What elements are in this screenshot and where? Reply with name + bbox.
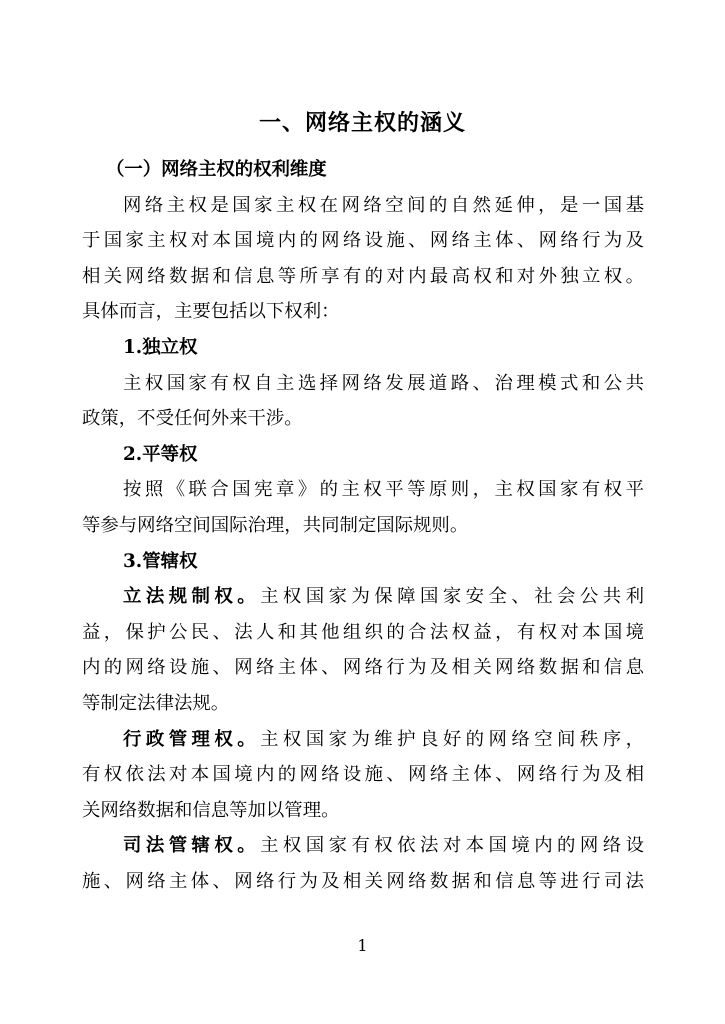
paragraph-line: 相关网络数据和信息等所享有的对内最高权和对外独立权。	[82, 265, 644, 287]
paragraph-line: 施、网络主体、网络行为及相关网络数据和信息等进行司法	[82, 870, 644, 892]
paragraph-line: 关网络数据和信息等加以管理。	[82, 799, 340, 821]
paragraph-text: 主权国家为维护良好的网络空间秩序，	[260, 728, 644, 750]
subitem-lead-legislative: 立法规制权。	[123, 586, 261, 608]
paragraph-line	[82, 579, 644, 615]
paragraph-text: 主权国家为保障国家安全、社会公共利	[260, 586, 644, 608]
paragraph-text: 主权国家有权依法对本国境内的网络设	[260, 835, 644, 857]
paragraph-line	[82, 722, 644, 758]
paragraph-line: 内的网络设施、网络主体、网络行为及相关网络数据和信息	[82, 657, 644, 679]
subitem-lead-administrative: 行政管理权。	[123, 728, 261, 750]
body-content	[82, 152, 644, 899]
item-heading-equality: 2.平等权	[123, 443, 198, 465]
paragraph-line: 等参与网络空间国际治理，共同制定国际规则。	[82, 514, 469, 536]
paragraph-line: 具体而言，主要包括以下权利：	[82, 301, 340, 323]
paragraph-line	[82, 828, 644, 864]
paragraph-line: 按照《联合国宪章》的主权平等原则，主权国家有权平	[123, 479, 644, 501]
item-heading-independence: 1.独立权	[123, 336, 198, 358]
page-number: 1	[357, 936, 368, 955]
paragraph-line: 益，保护公民、法人和其他组织的合法权益，有权对本国境	[82, 621, 644, 643]
section-heading: （一）网络主权的权利维度	[106, 159, 327, 180]
paragraph-line: 于国家主权对本国境内的网络设施、网络主体、网络行为及	[82, 230, 644, 252]
paragraph-line: 主权国家有权自主选择网络发展道路、治理模式和公共	[123, 372, 644, 394]
subitem-lead-judicial: 司法管辖权。	[123, 835, 261, 857]
paragraph-line: 网络主权是国家主权在网络空间的自然延伸，是一国基	[123, 194, 644, 216]
paragraph-line: 有权依法对本国境内的网络设施、网络主体、网络行为及相	[82, 764, 644, 786]
paragraph-line: 政策，不受任何外来干涉。	[82, 408, 303, 430]
item-heading-jurisdiction: 3.管辖权	[123, 550, 198, 572]
paragraph-line: 等制定法律法规。	[82, 692, 230, 714]
page-title: 一、网络主权的涵义	[258, 110, 466, 136]
